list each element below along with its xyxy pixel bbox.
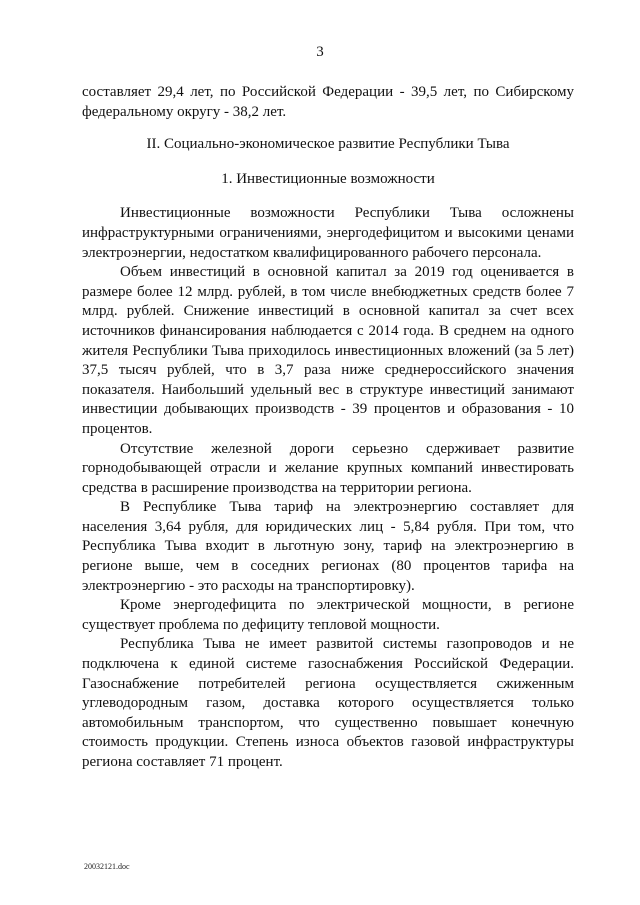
paragraph-heat-deficit: Кроме энергодефицита по электрической мощности, в регионе существует проблема по дефициту тепловой мощности.: [82, 597, 574, 633]
paragraph-railway: Отсутствие железной дороги серьезно сдерживает развитие горнодобывающей отрасли и желание крупных компаний инвестировать средства в расширение производства на территории региона.: [82, 440, 574, 496]
paragraph-investment-opportunities: Инвестиционные возможности Республики Тыва осложнены инфраструктурными ограничениями, энергодефицитом и высокими ценами электроэнергии, недостатком квалифицированного рабочего персонала.: [82, 205, 574, 261]
footer-file-code: 20032121.doc: [84, 862, 130, 871]
section-heading: II. Социально-экономическое развитие Республики Тыва: [146, 136, 510, 153]
page-number: 3: [316, 44, 324, 60]
subsection-heading: 1. Инвестиционные возможности: [221, 170, 435, 187]
paragraph-gas-supply: Республика Тыва не имеет развитой системы газопроводов и не подключена к единой системе газоснабжения Российской Федерации. Газоснабжение потребителей региона осуществляется сжиженным углеводородным газом, доставка которого осуществляется только автомобильным транспортом, что существенно повышает конечную стоимость продукции. Степень износа объектов газовой инфраструктуры региона составляет 71 процент.: [82, 636, 574, 770]
document-body: [82, 83, 574, 773]
paragraph-electricity-tariff: В Республике Тыва тариф на электроэнергию составляет для населения 3,64 рубля, для юридических лиц - 5,84 рубля. При том, что Республика Тыва входит в льготную зону, тариф на электроэнергию в регионе выше, чем в соседних регионах (80 процентов тарифа на электроэнергию - это расходы на транспортировку).: [82, 499, 574, 594]
paragraph-investment-volume: Объем инвестиций в основной капитал за 2019 год оценивается в размере более 12 млрд. рублей, в том числе внебюджетных средств более 7 млрд. рублей. Снижение инвестиций в основной капитал за счет всех источников финансирования наблюдается с 2014 года. В среднем на одного жителя Республики Тыва приходилось инвестиционных вложений (за 5 лет) 37,5 тысяч рублей, что в 3,7 раза ниже среднероссийского значения показателя. Наибольший удельный вес в структуре инвестиций занимают инвестиции добывающих производств - 39 процентов и образования - 10 процентов.: [82, 264, 574, 437]
paragraph-continuation: составляет 29,4 лет, по Российской Федерации - 39,5 лет, по Сибирскому федеральному округу - 38,2 лет.: [82, 84, 574, 120]
